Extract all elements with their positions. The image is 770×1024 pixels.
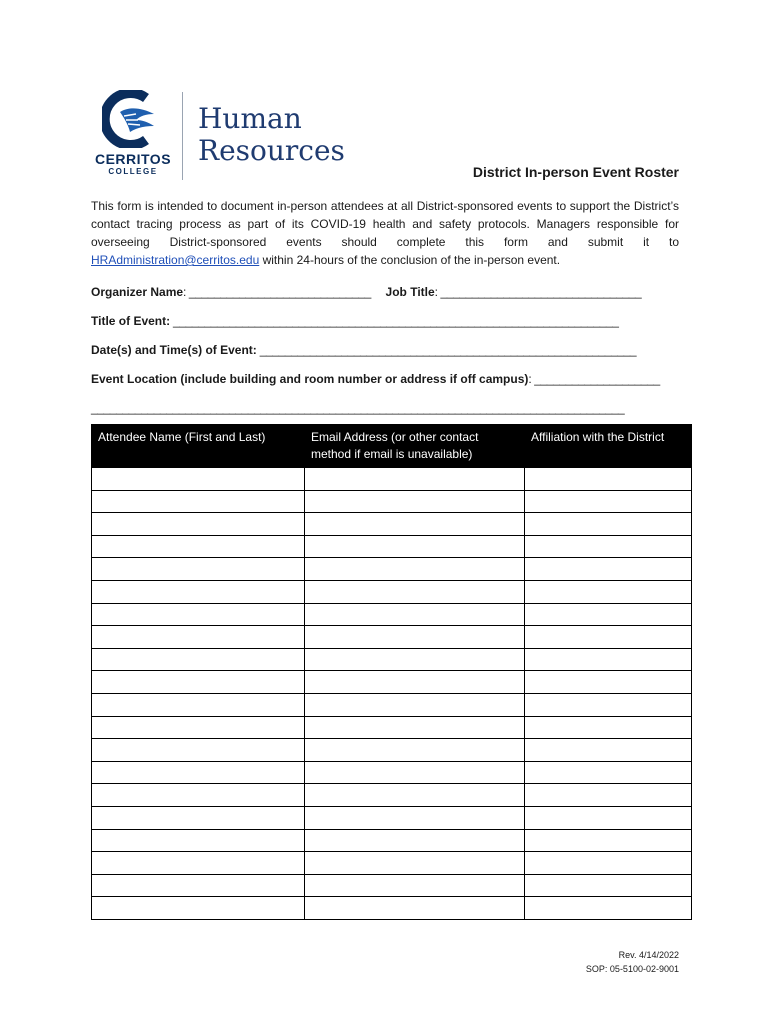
email-cell[interactable]: [305, 897, 525, 920]
email-cell[interactable]: [305, 603, 525, 626]
table-row: [92, 513, 692, 536]
attendee-name-cell[interactable]: [92, 580, 305, 603]
footer: [586, 948, 679, 976]
attendee-name-cell[interactable]: [92, 558, 305, 581]
table-row: [92, 761, 692, 784]
table-row: [92, 852, 692, 875]
attendee-name-cell[interactable]: [92, 716, 305, 739]
column-header-affiliation: Affiliation with the District: [525, 425, 692, 468]
college-name: CERRITOS: [94, 151, 172, 167]
attendee-name-cell[interactable]: [92, 829, 305, 852]
attendee-roster-table: [91, 424, 692, 920]
attendee-name-cell[interactable]: [92, 626, 305, 649]
department-name-line2: Resources: [198, 134, 345, 167]
attendee-name-cell[interactable]: [92, 490, 305, 513]
table-row: [92, 603, 692, 626]
email-cell[interactable]: [305, 513, 525, 536]
roster-header-row: [92, 425, 692, 468]
intro-text-end: within 24-hours of the conclusion of the in-person event.: [259, 253, 561, 267]
email-cell[interactable]: [305, 626, 525, 649]
email-cell[interactable]: [305, 852, 525, 875]
logo-divider: [182, 92, 183, 180]
attendee-name-cell[interactable]: [92, 603, 305, 626]
column-header-attendee-name: Attendee Name (First and Last): [92, 425, 305, 468]
event-location-field-continued[interactable]: _____________________________________________________________________________________: [91, 401, 625, 415]
affiliation-cell[interactable]: [525, 671, 692, 694]
email-cell[interactable]: [305, 648, 525, 671]
event-title-line: [91, 314, 619, 328]
email-cell[interactable]: [305, 580, 525, 603]
email-cell[interactable]: [305, 535, 525, 558]
affiliation-cell[interactable]: [525, 806, 692, 829]
table-row: [92, 558, 692, 581]
affiliation-cell[interactable]: [525, 468, 692, 491]
falcon-emblem-icon: [102, 90, 166, 148]
affiliation-cell[interactable]: [525, 852, 692, 875]
cerritos-hr-logo: [92, 86, 352, 186]
attendee-name-cell[interactable]: [92, 468, 305, 491]
attendee-name-cell[interactable]: [92, 671, 305, 694]
attendee-name-cell[interactable]: [92, 513, 305, 536]
event-title-field[interactable]: _______________________________________________________________________: [170, 314, 619, 328]
event-location-line: [91, 372, 660, 386]
sop-number: SOP: 05-5100-02-9001: [585, 964, 679, 974]
affiliation-cell[interactable]: [525, 558, 692, 581]
table-row: [92, 468, 692, 491]
roster-body: [92, 468, 692, 920]
affiliation-cell[interactable]: [525, 603, 692, 626]
event-datetime-field[interactable]: ____________________________________________________________: [256, 343, 637, 357]
event-location-label: Event Location (include building and room number or address if off campus): [91, 372, 529, 386]
event-location-field[interactable]: : ____________________: [528, 372, 660, 386]
organizer-name-label: Organizer Name: [91, 285, 184, 299]
table-row: [92, 648, 692, 671]
affiliation-cell[interactable]: [525, 784, 692, 807]
email-cell[interactable]: [305, 716, 525, 739]
organizer-jobtitle-line: [91, 285, 641, 299]
email-cell[interactable]: [305, 874, 525, 897]
affiliation-cell[interactable]: [525, 626, 692, 649]
attendee-name-cell[interactable]: [92, 874, 305, 897]
table-row: [92, 693, 692, 716]
event-datetime-line: [91, 343, 636, 357]
attendee-name-cell[interactable]: [92, 739, 305, 762]
email-cell[interactable]: [305, 829, 525, 852]
table-row: [92, 829, 692, 852]
department-name-line1: Human: [198, 102, 302, 135]
table-row: [92, 716, 692, 739]
table-row: [92, 535, 692, 558]
event-datetime-label: Date(s) and Time(s) of Event:: [91, 343, 257, 357]
email-cell[interactable]: [305, 490, 525, 513]
table-row: [92, 739, 692, 762]
attendee-name-cell[interactable]: [92, 648, 305, 671]
intro-text-start: This form is intended to document in-person attendees at all District-sponsored events to support the District’s contact tracing process as part of its COVID-19 health and safety protocols. Managers responsible for overseeing District-sponsored events should complete this form and submit it to: [91, 199, 679, 249]
hr-email-link[interactable]: HRAdministration@cerritos.edu: [91, 253, 260, 267]
attendee-name-cell[interactable]: [92, 784, 305, 807]
intro-paragraph: [91, 197, 679, 269]
table-row: [92, 671, 692, 694]
affiliation-cell[interactable]: [525, 874, 692, 897]
table-row: [92, 806, 692, 829]
attendee-name-cell[interactable]: [92, 693, 305, 716]
email-cell[interactable]: [305, 784, 525, 807]
attendee-name-cell[interactable]: [92, 897, 305, 920]
email-cell[interactable]: [305, 806, 525, 829]
affiliation-cell[interactable]: [525, 535, 692, 558]
table-row: [92, 580, 692, 603]
email-cell[interactable]: [305, 739, 525, 762]
column-header-email: Email Address (or other contact method if email is unavailable): [305, 425, 525, 468]
email-cell[interactable]: [305, 558, 525, 581]
revision-date: Rev. 4/14/2022: [618, 950, 679, 960]
affiliation-cell[interactable]: [525, 693, 692, 716]
organizer-name-field[interactable]: : _____________________________: [183, 285, 371, 299]
affiliation-cell[interactable]: [525, 716, 692, 739]
form-title: District In-person Event Roster: [472, 164, 679, 180]
affiliation-cell[interactable]: [525, 513, 692, 536]
table-row: [92, 874, 692, 897]
affiliation-cell[interactable]: [525, 761, 692, 784]
email-cell[interactable]: [305, 671, 525, 694]
job-title-label: Job Title: [385, 285, 435, 299]
affiliation-cell[interactable]: [525, 739, 692, 762]
affiliation-cell[interactable]: [525, 580, 692, 603]
email-cell[interactable]: [305, 761, 525, 784]
table-row: [92, 784, 692, 807]
table-row: [92, 897, 692, 920]
attendee-name-cell[interactable]: [92, 535, 305, 558]
affiliation-cell[interactable]: [525, 829, 692, 852]
attendee-name-cell[interactable]: [92, 761, 305, 784]
affiliation-cell[interactable]: [525, 648, 692, 671]
email-cell[interactable]: [305, 693, 525, 716]
college-subtitle: COLLEGE: [108, 167, 158, 176]
table-row: [92, 626, 692, 649]
attendee-name-cell[interactable]: [92, 806, 305, 829]
email-cell[interactable]: [305, 468, 525, 491]
affiliation-cell[interactable]: [525, 897, 692, 920]
event-title-label: Title of Event:: [91, 314, 171, 328]
table-row: [92, 490, 692, 513]
affiliation-cell[interactable]: [525, 490, 692, 513]
job-title-field[interactable]: : ________________________________: [434, 285, 642, 299]
event-location-continuation: [91, 401, 624, 415]
attendee-name-cell[interactable]: [92, 852, 305, 875]
